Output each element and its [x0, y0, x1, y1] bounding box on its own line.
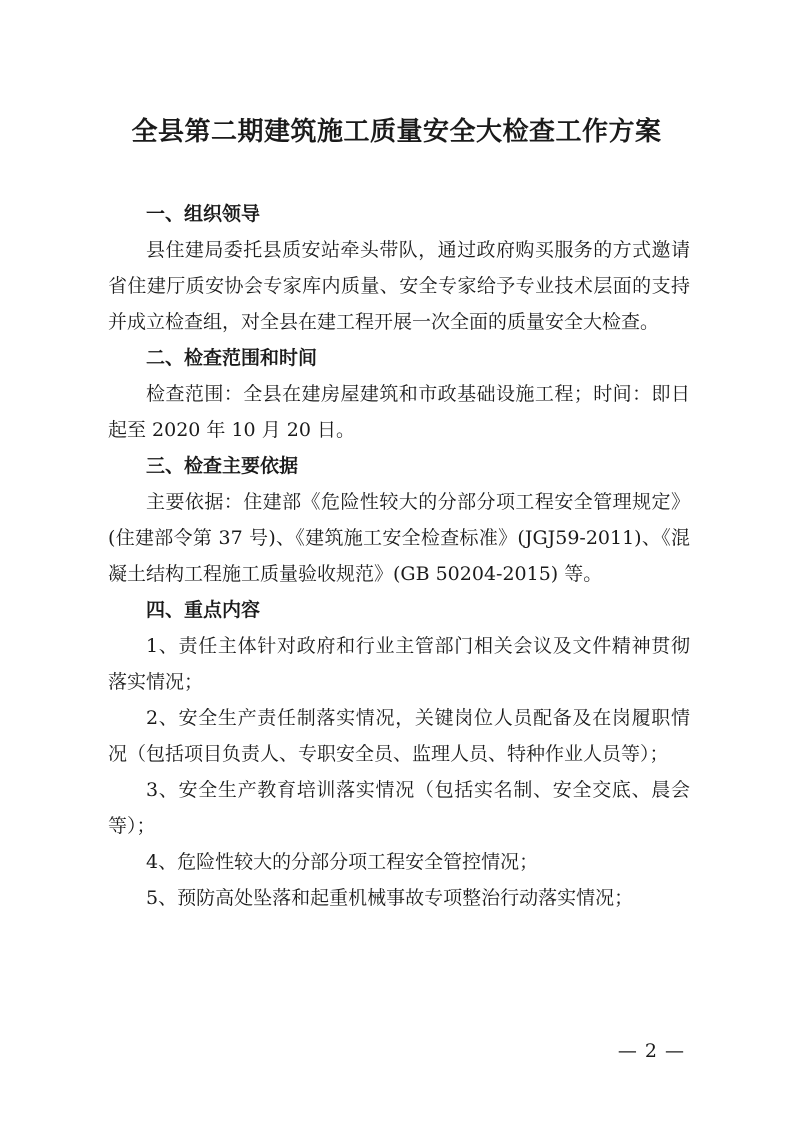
section-key-content	[108, 592, 690, 916]
document-body	[108, 196, 690, 916]
section-organization	[108, 196, 690, 340]
section-paragraph: 检查范围：全县在建房屋建筑和市政基础设施工程；时间：即日起至 2020 年 10 月 20 日。	[108, 383, 690, 441]
section-heading: 二、检查范围和时间	[146, 347, 318, 369]
section-scope-time	[108, 340, 690, 448]
section-basis	[108, 448, 690, 592]
list-item: 4、危险性较大的分部分项工程安全管控情况；	[146, 851, 539, 873]
page-number: — 2 —	[617, 1040, 685, 1062]
list-item: 1、责任主体针对政府和行业主管部门相关会议及文件精神贯彻落实情况；	[108, 635, 690, 693]
section-heading: 一、组织领导	[146, 203, 261, 225]
list-item: 5、预防高处坠落和起重机械事故专项整治行动落实情况；	[146, 887, 634, 909]
section-heading: 四、重点内容	[146, 599, 261, 621]
list-item: 2、安全生产责任制落实情况，关键岗位人员配备及在岗履职情况（包括项目负责人、专职安全员、监理人员、特种作业人员等）；	[108, 707, 690, 765]
section-paragraph: 主要依据：住建部《危险性较大的分部分项工程安全管理规定》(住建部令第 37 号)、《建筑施工安全检查标准》(JGJ59-2011)、《混凝土结构工程施工质量验收规范》(GB 50204-2015) 等。	[108, 491, 690, 585]
section-paragraph: 县住建局委托县质安站牵头带队，通过政府购买服务的方式邀请省住建厅质安协会专家库内质量、安全专家给予专业技术层面的支持并成立检查组，对全县在建工程开展一次全面的质量安全大检查。	[108, 239, 690, 333]
document-title: 全县第二期建筑施工质量安全大检查工作方案	[131, 117, 662, 147]
list-item: 3、安全生产教育培训落实情况（包括实名制、安全交底、晨会等）；	[108, 779, 690, 837]
section-heading: 三、检查主要依据	[146, 455, 299, 477]
